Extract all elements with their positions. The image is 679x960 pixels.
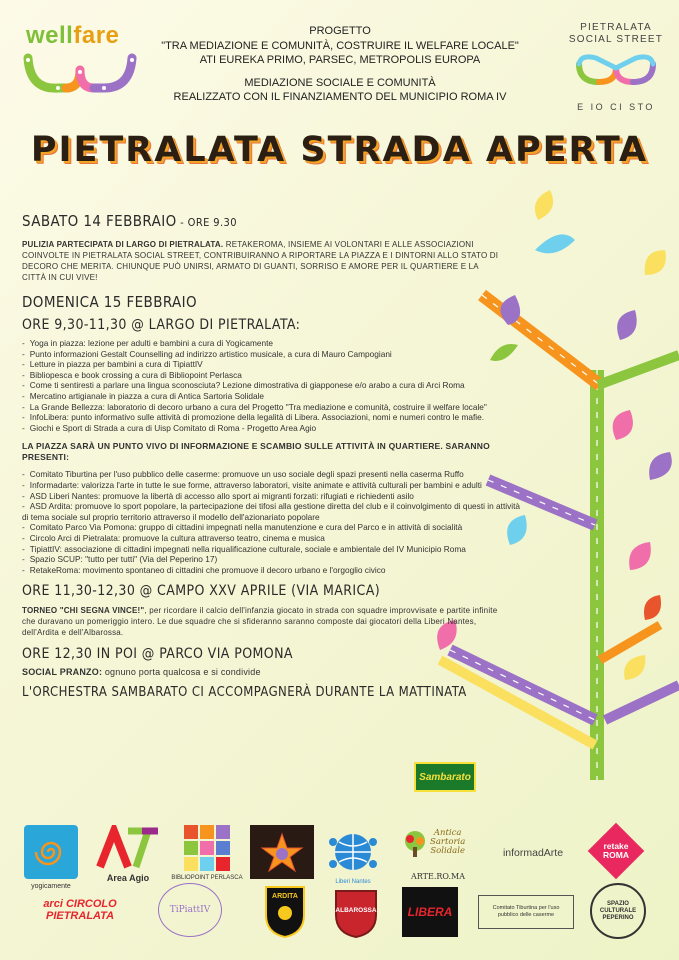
list-item: - ASD Ardita: promuove lo sport popolare, la partecipazione dei tifosi alla gestione diretta del club e il coinvolgimento di questi in attività di tema sociale sul proprio territorio attraverso il modello dell'azionariato popolare	[22, 501, 527, 522]
wellfare-word-part1: well	[26, 22, 74, 49]
saturday-heading	[22, 212, 500, 230]
slot1-activity-list	[22, 338, 512, 433]
social-street-line1: PIETRALATA	[580, 22, 652, 33]
saturday-section	[22, 212, 500, 283]
header-project-info	[160, 24, 520, 105]
list-item: - Informadarte: valorizza l'arte in tutte le sue forme, attraverso laboratori, visite animate e attività culturali per bambini e adulti	[22, 480, 527, 491]
area-agio-icon	[92, 825, 164, 871]
list-item: - Bibliopesca e book crossing a cura di Bibliopoint Perlasca	[22, 370, 512, 381]
list-item: - TipiattIV: associazione di cittadini impegnati nella riqualificazione culturale, sociale e ambientale del IV Municipio Roma	[22, 544, 527, 555]
wellfare-chain-icon	[18, 50, 148, 100]
arci-pietralata-logo	[24, 895, 136, 925]
tipiattiv-text: TiPiattIV	[169, 905, 211, 915]
list-item: - Mercatino artigianale in piazza a cura di Antica Sartoria Solidale	[22, 391, 512, 402]
heart-chain-icon	[571, 52, 661, 92]
saturday-text-bold: PULIZIA PARTECIPATA DI LARGO DI PIETRALATA.	[22, 240, 224, 249]
piazza-heading: LA PIAZZA SARÀ UN PUNTO VIVO DI INFORMAZIONE E SCAMBIO SULLE ATTIVITÀ IN QUARTIERE. SARANNO PRESENTI:	[22, 441, 490, 463]
list-item: - La Grande Bellezza: laboratorio di decoro urbano a cura del Progetto "Tra mediazione e comunità, costruire il welfare locale"	[22, 402, 512, 413]
sambarato-logo	[414, 762, 476, 792]
list-item: - Giochi e Sport di Strada a cura di Uisp Comitato di Roma - Progetto Area Agio	[22, 423, 512, 434]
header-line: MEDIAZIONE SOCIALE E COMUNITÀ	[244, 76, 436, 89]
antica-sartoria-solidale-logo	[400, 823, 476, 881]
saturday-time: - ORE 9.30	[176, 216, 237, 229]
presenti-list	[22, 469, 527, 575]
header-line: ATI EUREKA PRIMO, PARSEC, METROPOLIS EUROPA	[199, 54, 481, 66]
informadarte-logo	[490, 841, 576, 865]
comitato-tiburtina-logo	[478, 895, 574, 929]
tree-icon	[400, 829, 430, 859]
logo-caption: ARTE.RO.MA	[410, 872, 465, 881]
albarossa-text: ALBAROSSA	[335, 907, 377, 914]
slot2-description	[22, 605, 502, 638]
list-item: - Spazio SCUP: "tutto per tutti" (Via del Peperino 17)	[22, 554, 527, 565]
list-item: - Letture in piazza per bambini a cura di TipiattIV	[22, 359, 512, 370]
bibliopoint-perlasca-logo	[171, 823, 243, 881]
retake-roma-text: retake ROMA	[603, 841, 629, 860]
logo-caption: Area Agio	[106, 873, 150, 883]
sunday-section	[22, 293, 521, 701]
logo-caption: BIBLIOPOINT PERLASCA	[171, 875, 243, 881]
slot1-heading: ORE 9,30-11,30 @ LARGO DI PIETRALATA:	[22, 317, 301, 333]
ardita-text: ARDITA	[272, 893, 298, 900]
comitato-tiburtina-text: Comitato Tiburtina per l'uso pubblico delle caserme	[492, 905, 560, 918]
arci-text: arci CIRCOLO PIETRALATA	[43, 898, 117, 922]
list-item: - Punto informazioni Gestalt Counselling ad indirizzo artistico musicale, a cura di Mauro Campogiani	[22, 349, 512, 360]
logo-caption: Liberi Nantes	[335, 879, 371, 885]
pietralata-social-street-logo	[560, 22, 672, 117]
tipiattiv-logo	[158, 883, 222, 937]
social-street-line3: E IO CI STO	[577, 102, 655, 112]
retake-roma-logo	[588, 823, 644, 879]
poster-title: PIETRALATA STRADA APERTA	[30, 130, 649, 170]
yogicamente-logo	[24, 825, 78, 890]
saturday-description	[22, 239, 500, 283]
sponsor-logos	[0, 815, 679, 960]
libera-text: LIBERA	[407, 905, 453, 919]
logo-caption: yogicamente	[31, 883, 71, 890]
list-item: - Circolo Arci di Pietralata: promuove la cultura attraverso teatro, cinema e musica	[22, 533, 527, 544]
list-item: - RetakeRoma: movimento spontaneo di cittadini che promuove il decoro urbano e l'orgoglio civico	[22, 565, 527, 576]
area-agio-logo	[92, 825, 164, 883]
slot3-heading: ORE 12,30 IN POI @ PARCO VIA POMONA	[22, 646, 293, 663]
antica-sartoria-text: Antica Sartoria Solidale	[430, 828, 466, 856]
turtle-globe-icon	[325, 824, 381, 880]
social-pranzo-bold: SOCIAL PRANZO:	[22, 667, 103, 678]
star-emblem-logo	[250, 825, 314, 879]
slot2-text-bold: TORNEO "CHI SEGNA VINCE!"	[22, 606, 145, 616]
sambarato-logo-text: Sambarato	[419, 771, 471, 783]
peperino-text: SPAZIO CULTURALE PEPERINO	[599, 900, 637, 921]
liberi-nantes-logo	[325, 823, 381, 885]
albarossa-logo	[330, 887, 382, 939]
star-icon	[260, 830, 304, 874]
list-item: - ASD Liberi Nantes: promuove la libertà di accesso allo sport ai migranti forzati: rifugiati e richiedenti asilo	[22, 491, 527, 502]
informadarte-text: informadArte	[502, 847, 564, 859]
list-item: - Comitato Parco Via Pomona: gruppo di cittadini impegnati nella manutenzione e cura del Parco e in attività di socialità	[22, 522, 527, 533]
header-line: "TRA MEDIAZIONE E COMUNITÀ, COSTRUIRE IL WELFARE LOCALE"	[161, 39, 519, 52]
wellfare-logo	[18, 22, 148, 92]
social-street-line2: SOCIAL STREET	[568, 34, 664, 45]
libera-logo	[402, 887, 458, 937]
social-pranzo-text: ognuno porta qualcosa e si condivide	[102, 667, 261, 678]
list-item: - Come ti sentiresti a parlare una lingua sconosciuta? Lezione dimostrativa di giapponese e/o arabo a cura di Arci Roma	[22, 380, 512, 391]
slot2-heading: ORE 11,30-12,30 @ CAMPO XXV APRILE (VIA MARICA)	[22, 583, 381, 600]
saturday-date: SABATO 14 FEBBRAIO	[22, 212, 177, 230]
wellfare-wordmark	[26, 22, 119, 50]
header-line: PROGETTO	[309, 25, 371, 37]
ardita-logo	[262, 883, 308, 939]
list-item: - InfoLibera: punto informativo sulle attività di promozione della legalità di Libera. Associazioni, nomi e numeri contro le mafie.	[22, 412, 512, 423]
spazio-peperino-logo	[590, 883, 646, 939]
list-item: - Comitato Tiburtina per l'uso pubblico delle caserme: promuove un uso sociale degli spazi presenti nella caserma Ruffo	[22, 469, 527, 480]
saturday-text: RETAKEROMA, INSIEME AI VOLONTARI E ALLE ASSOCIAZIONI COINVOLTE IN PIETRALATA SOCIAL STREET, CONTRIBUIRANNO A RIPORTARE LA PIAZZA E I DINTORNI ALLO STATO DI DECORO CHE MERITA. CHIUNQUE PUÒ UNIRSI, ARMATO DI GUANTI, SORRISO E AMORE PER IL QUARTIERE E LA CITTÀ IN CUI VIVE!	[22, 240, 499, 282]
wellfare-word-part2: fare	[73, 22, 120, 49]
header-line: REALIZZATO CON IL FINANZIAMENTO DEL MUNICIPIO ROMA IV	[173, 91, 507, 103]
sunday-date: DOMENICA 15 FEBBRAIO	[22, 293, 198, 311]
orchestra-line: L'ORCHESTRA SAMBARATO CI ACCOMPAGNERÀ DURANTE LA MATTINATA	[22, 685, 467, 701]
shield-icon	[262, 883, 308, 939]
list-item: - Yoga in piazza: lezione per adulti e bambini a cura di Yogicamente	[22, 338, 512, 349]
social-pranzo	[22, 667, 512, 678]
slot2-text: , per ricordare il calcio dell'infanzia giocato in strada con squadre improvvisate e partite infinite che duravano un pomeriggio intero. Le due squadre che si sfideranno saranno composte dai giocatori della Liberi Nantes, dell'Ardita e dell'Albarossa.	[22, 606, 498, 638]
spiral-icon	[31, 832, 71, 872]
